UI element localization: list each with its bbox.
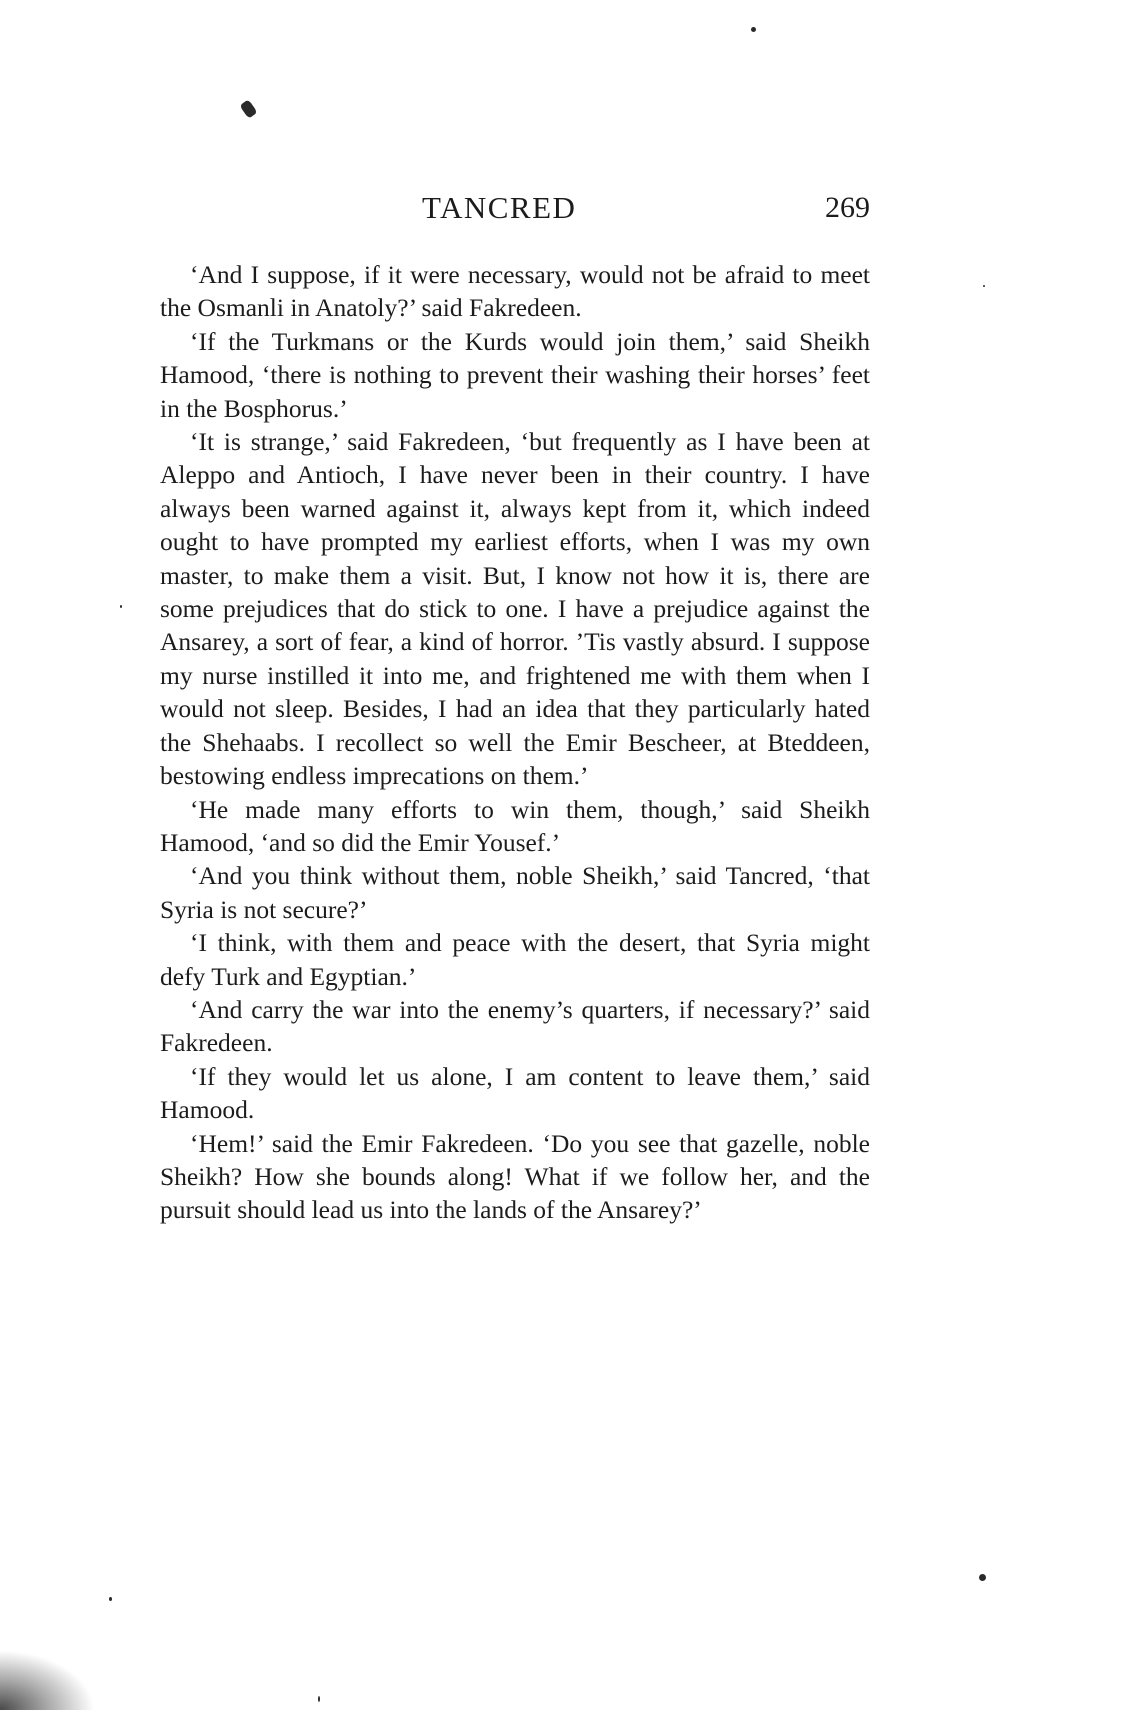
paragraph: ‘And you think without them, noble Sheikh,’ said Tancred, ‘that Syria is not secure?’ [160,861,870,924]
scan-speck [979,1574,986,1581]
paragraph: ‘If the Turkmans or the Kurds would join them,’ said Sheikh Hamood, ‘there is nothing to prevent their washing their horses’ feet in the Bosphorus.’ [160,326,870,423]
scan-speck [751,27,756,32]
running-title: TANCRED [422,190,577,225]
scan-speck [239,99,257,118]
page-header [160,188,870,238]
scan-speck [983,285,985,287]
scan-speck [109,1597,112,1601]
paragraph: ‘He made many efforts to win them, though,’ said Sheikh Hamood, ‘and so did the Emir Yousef.’ [160,794,870,857]
body-text [160,258,870,1227]
scan-speck [120,605,122,608]
paragraph: ‘And I suppose, if it were necessary, would not be afraid to meet the Osmanli in Anatoly?’ said Fakredeen. [160,260,870,323]
scan-speck [318,1696,320,1702]
page-number: 269 [825,191,870,224]
paragraph: ‘It is strange,’ said Fakredeen, ‘but frequently as I have been at Aleppo and Antioch, I have never been in their country. I have always been warned against it, always kept from it, which indeed ought to have prompted my earliest efforts, when I was my own master, to make them a visit. But, I know not how it is, there are some prejudices that do stick to one. I have a prejudice against the Ansarey, a sort of fear, a kind of horror. ’Tis vastly absurd. I suppose my nurse instilled it into me, and frightened me with them when I would not sleep. Besides, I had an idea that they particularly hated the Shehaabs. I recollect so well the Emir Bescheer, at Bteddeen, bestowing endless imprecations on them.’ [160,427,870,791]
paragraph: ‘Hem!’ said the Emir Fakredeen. ‘Do you see that gazelle, noble Sheikh? How she bounds along! What if we follow her, and the pursuit should lead us into the lands of the Ansarey?’ [160,1128,870,1225]
paragraph: ‘I think, with them and peace with the desert, that Syria might defy Turk and Egyptian.’ [160,928,870,991]
scan-edge-shadow [0,1650,95,1710]
paragraph: ‘If they would let us alone, I am content to leave them,’ said Hamood. [160,1061,870,1125]
paragraph: ‘And carry the war into the enemy’s quarters, if necessary?’ said Fakredeen. [160,994,870,1058]
